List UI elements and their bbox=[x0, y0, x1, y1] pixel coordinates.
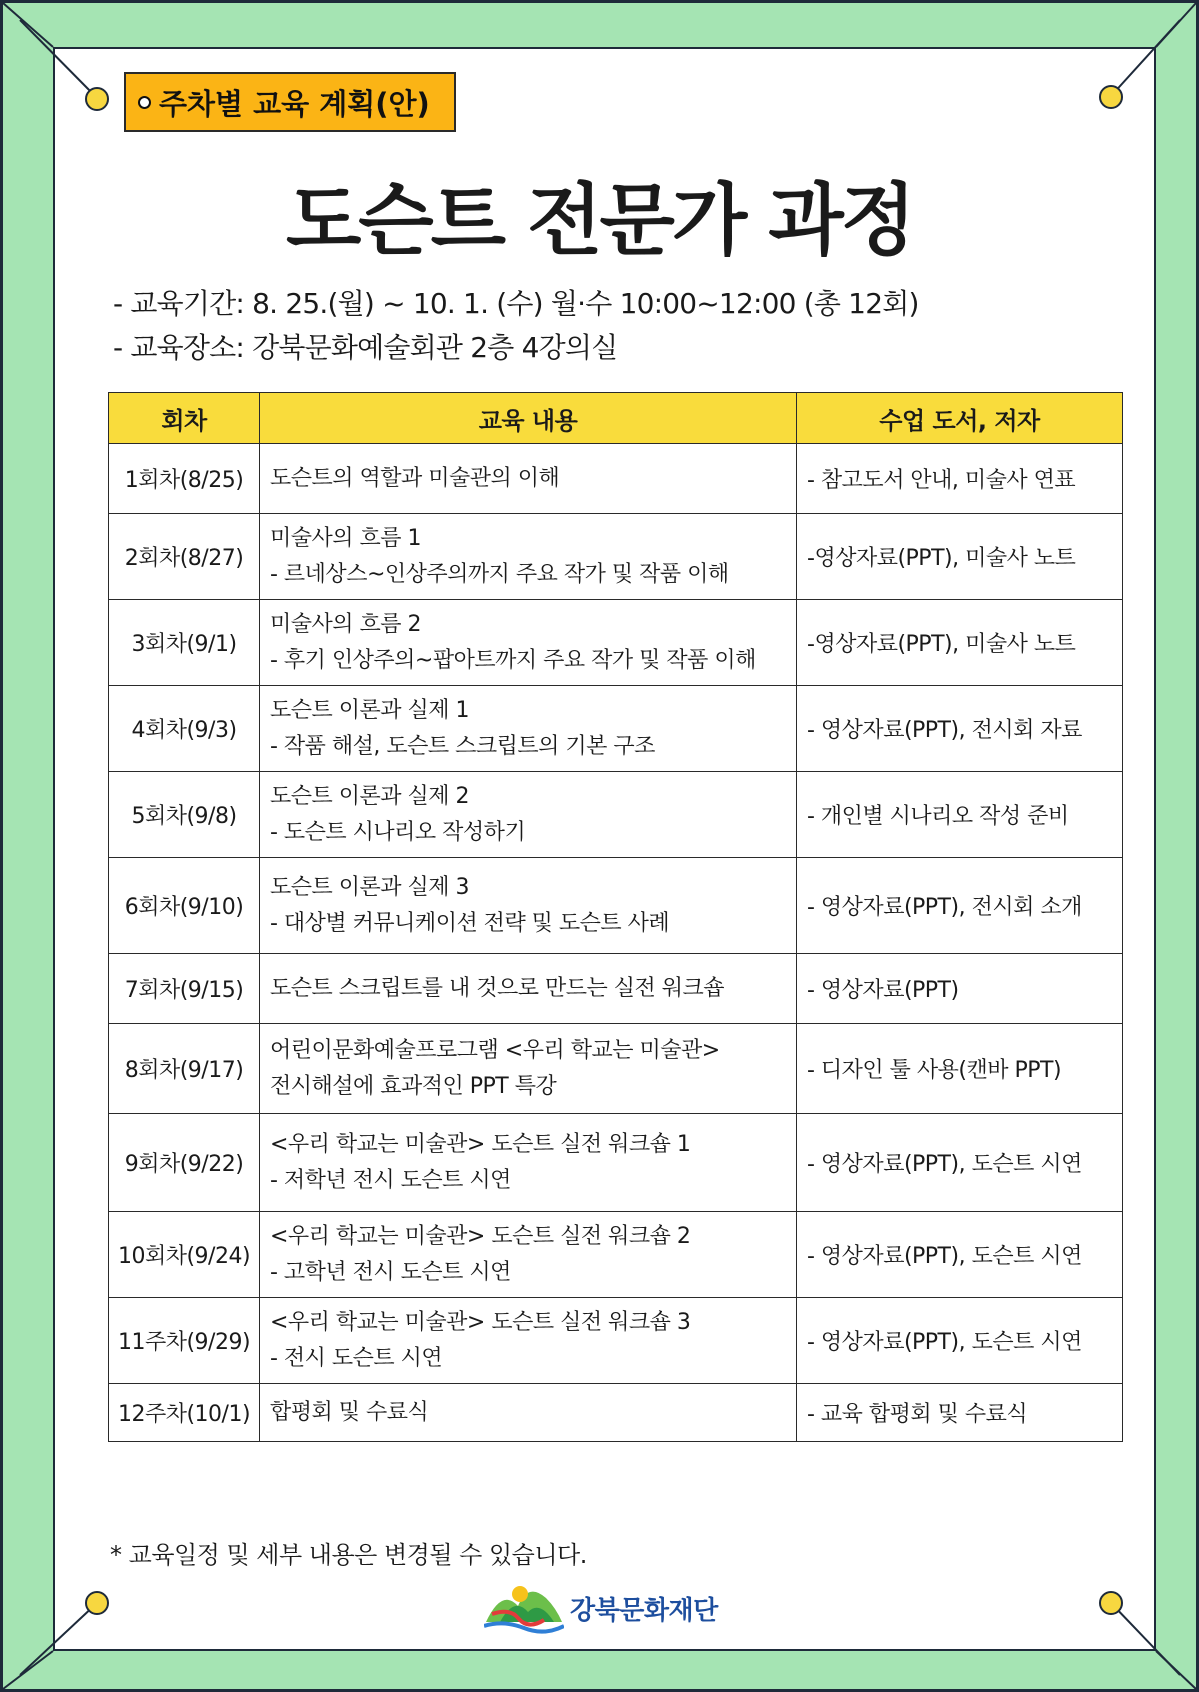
content-cell bbox=[260, 954, 797, 1024]
content-line: 전시해설에 효과적인 PPT 특강 bbox=[270, 1073, 557, 1099]
content-cell bbox=[260, 514, 797, 600]
table-row bbox=[109, 772, 1123, 858]
header-content: 교육 내용 bbox=[260, 393, 797, 444]
table-row bbox=[109, 1212, 1123, 1298]
content-line: - 고학년 전시 도슨트 시연 bbox=[270, 1259, 511, 1285]
session-cell: 1회차(8/25) bbox=[109, 444, 260, 514]
table-row bbox=[109, 1024, 1123, 1114]
table-row bbox=[109, 1298, 1123, 1384]
content-cell bbox=[260, 1024, 797, 1114]
content-cell bbox=[260, 1114, 797, 1212]
table-header-row bbox=[109, 393, 1123, 444]
content-line: - 도슨트 시나리오 작성하기 bbox=[270, 819, 526, 845]
table-row bbox=[109, 858, 1123, 954]
content-line: <우리 학교는 미술관> 도슨트 실전 워크숍 2 bbox=[270, 1223, 691, 1249]
footnote: * 교육일정 및 세부 내용은 변경될 수 있습니다. bbox=[110, 1541, 587, 1569]
content-line: 도슨트 이론과 실제 1 bbox=[270, 697, 469, 723]
table-row bbox=[109, 954, 1123, 1024]
session-cell: 6회차(9/10) bbox=[109, 858, 260, 954]
table-row bbox=[109, 1114, 1123, 1212]
content-cell bbox=[260, 772, 797, 858]
book-cell: - 디자인 툴 사용(캔바 PPT) bbox=[797, 1024, 1123, 1114]
book-cell: - 영상자료(PPT) bbox=[797, 954, 1123, 1024]
content-line: - 르네상스~인상주의까지 주요 작가 및 작품 이해 bbox=[270, 561, 729, 587]
content-line: 미술사의 흐름 1 bbox=[270, 525, 421, 551]
header-session: 회차 bbox=[109, 393, 260, 444]
book-cell: - 참고도서 안내, 미술사 연표 bbox=[797, 444, 1123, 514]
section-tag-label: 주차별 교육 계획(안) bbox=[159, 86, 430, 121]
content-line: - 저학년 전시 도슨트 시연 bbox=[270, 1167, 511, 1193]
content-line: 어린이문화예술프로그램 <우리 학교는 미술관> bbox=[270, 1037, 720, 1063]
book-cell: - 영상자료(PPT), 전시회 자료 bbox=[797, 686, 1123, 772]
content-cell bbox=[260, 1384, 797, 1442]
content-line: - 후기 인상주의~팝아트까지 주요 작가 및 작품 이해 bbox=[270, 647, 756, 673]
info-period: - 교육기간: 8. 25.(월) ~ 10. 1. (수) 월·수 10:00~12:00 (총 12회) bbox=[113, 287, 919, 320]
book-cell: - 영상자료(PPT), 전시회 소개 bbox=[797, 858, 1123, 954]
table-row bbox=[109, 1384, 1123, 1442]
content-line: <우리 학교는 미술관> 도슨트 실전 워크숍 1 bbox=[270, 1131, 691, 1157]
book-cell: - 개인별 시나리오 작성 준비 bbox=[797, 772, 1123, 858]
session-cell: 9회차(9/22) bbox=[109, 1114, 260, 1212]
content-line: 합평회 및 수료식 bbox=[270, 1399, 429, 1425]
content-cell bbox=[260, 858, 797, 954]
content-cell bbox=[260, 1212, 797, 1298]
foundation-logo bbox=[484, 1578, 718, 1638]
content-cell bbox=[260, 686, 797, 772]
content-line: - 작품 해설, 도슨트 스크립트의 기본 구조 bbox=[270, 733, 655, 759]
book-cell: - 영상자료(PPT), 도슨트 시연 bbox=[797, 1212, 1123, 1298]
page-title: 도슨트 전문가 과정 bbox=[285, 176, 914, 266]
schedule-table bbox=[108, 392, 1123, 1442]
bullet-circle-icon bbox=[138, 96, 151, 109]
table-row bbox=[109, 600, 1123, 686]
table-row bbox=[109, 444, 1123, 514]
session-cell: 12주차(10/1) bbox=[109, 1384, 260, 1442]
content-line: 도슨트의 역할과 미술관의 이해 bbox=[270, 465, 560, 491]
content-line: 미술사의 흐름 2 bbox=[270, 611, 421, 637]
session-cell: 2회차(8/27) bbox=[109, 514, 260, 600]
content-cell bbox=[260, 1298, 797, 1384]
content-cell bbox=[260, 600, 797, 686]
session-cell: 11주차(9/29) bbox=[109, 1298, 260, 1384]
content-line: 도슨트 이론과 실제 3 bbox=[270, 874, 469, 900]
info-place: - 교육장소: 강북문화예술회관 2층 4강의실 bbox=[113, 331, 618, 364]
session-cell: 8회차(9/17) bbox=[109, 1024, 260, 1114]
mountain-logo-icon bbox=[484, 1578, 564, 1638]
content-line: <우리 학교는 미술관> 도슨트 실전 워크숍 3 bbox=[270, 1309, 691, 1335]
table-row bbox=[109, 514, 1123, 600]
content-line: 도슨트 스크립트를 내 것으로 만드는 실전 워크숍 bbox=[270, 975, 725, 1001]
session-cell: 5회차(9/8) bbox=[109, 772, 260, 858]
book-cell: -영상자료(PPT), 미술사 노트 bbox=[797, 600, 1123, 686]
content-line: - 대상별 커뮤니케이션 전략 및 도슨트 사례 bbox=[270, 910, 670, 936]
book-cell: - 교육 합평회 및 수료식 bbox=[797, 1384, 1123, 1442]
session-cell: 7회차(9/15) bbox=[109, 954, 260, 1024]
header-book: 수업 도서, 저자 bbox=[797, 393, 1123, 444]
book-cell: -영상자료(PPT), 미술사 노트 bbox=[797, 514, 1123, 600]
book-cell: - 영상자료(PPT), 도슨트 시연 bbox=[797, 1298, 1123, 1384]
content-cell bbox=[260, 444, 797, 514]
session-cell: 10회차(9/24) bbox=[109, 1212, 260, 1298]
session-cell: 3회차(9/1) bbox=[109, 600, 260, 686]
content-line: - 전시 도슨트 시연 bbox=[270, 1345, 443, 1371]
book-cell: - 영상자료(PPT), 도슨트 시연 bbox=[797, 1114, 1123, 1212]
logo-text: 강북문화재단 bbox=[570, 1595, 718, 1626]
table-row bbox=[109, 686, 1123, 772]
section-tag bbox=[124, 72, 456, 132]
content-line: 도슨트 이론과 실제 2 bbox=[270, 783, 469, 809]
session-cell: 4회차(9/3) bbox=[109, 686, 260, 772]
